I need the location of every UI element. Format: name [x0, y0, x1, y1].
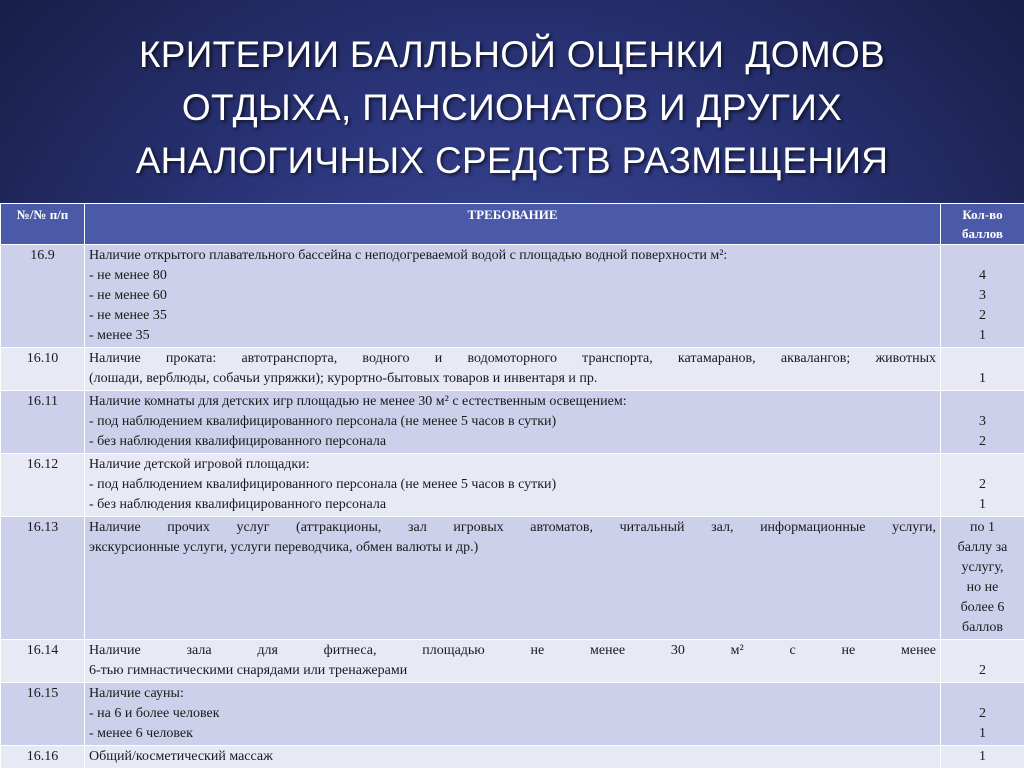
row-points	[941, 746, 1024, 769]
row-requirement	[85, 391, 941, 454]
row-requirement	[85, 640, 941, 683]
row-number: 16.16	[1, 746, 85, 769]
points-value: услугу,	[945, 558, 1020, 578]
table-row	[1, 640, 1024, 683]
requirement-line: Наличие проката: автотранспорта, водного и водомоторного транспорта, катамаранов, аквалангов; животных	[89, 349, 936, 369]
points-value: более 6	[945, 598, 1020, 618]
row-points	[941, 454, 1024, 517]
header-number: №/№ п/п	[1, 204, 85, 245]
points-value: 1	[945, 495, 1020, 515]
points-value: 1	[945, 724, 1020, 744]
points-value: баллов	[945, 618, 1020, 638]
row-requirement	[85, 245, 941, 348]
table-row	[1, 746, 1024, 769]
points-value: 3	[945, 412, 1020, 432]
requirement-line: - на 6 и более человек	[89, 704, 936, 724]
row-number: 16.10	[1, 348, 85, 391]
row-requirement	[85, 454, 941, 517]
row-points	[941, 391, 1024, 454]
requirement-line: - без наблюдения квалифицированного персонала	[89, 432, 936, 452]
requirement-line: - под наблюдением квалифицированного персонала (не менее 5 часов в сутки)	[89, 412, 936, 432]
table-row	[1, 245, 1024, 348]
requirement-line: - не менее 60	[89, 286, 936, 306]
table-row	[1, 517, 1024, 640]
requirement-line: Наличие детской игровой площадки:	[89, 455, 936, 475]
row-requirement	[85, 683, 941, 746]
points-value: 2	[945, 704, 1020, 724]
row-points	[941, 348, 1024, 391]
requirement-line: Наличие зала для фитнеса, площадью не менее 30 м² с не менее	[89, 641, 936, 661]
points-value: 3	[945, 286, 1020, 306]
title-line-1: КРИТЕРИИ БАЛЛЬНОЙ ОЦЕНКИ ДОМОВ	[0, 28, 1024, 81]
title-line-2: ОТДЫХА, ПАНСИОНАТОВ И ДРУГИХ	[0, 81, 1024, 134]
points-value: баллу за	[945, 538, 1020, 558]
row-number: 16.15	[1, 683, 85, 746]
row-points	[941, 640, 1024, 683]
points-value: 1	[945, 326, 1020, 346]
requirement-line: Общий/косметический массаж	[89, 747, 936, 767]
table-row	[1, 348, 1024, 391]
requirement-line: - без наблюдения квалифицированного персонала	[89, 495, 936, 515]
points-value: 1	[945, 747, 1020, 767]
table-header-row	[1, 204, 1024, 245]
requirement-line: - под наблюдением квалифицированного персонала (не менее 5 часов в сутки)	[89, 475, 936, 495]
requirement-line: Наличие открытого плавательного бассейна с неподогреваемой водой с площадью водной поверхности м²:	[89, 246, 936, 266]
header-points: Кол-во баллов	[941, 204, 1024, 245]
row-points	[941, 245, 1024, 348]
row-requirement	[85, 348, 941, 391]
criteria-table	[0, 203, 1024, 769]
row-number: 16.14	[1, 640, 85, 683]
requirement-line: Наличие прочих услуг (аттракционы, зал игровых автоматов, читальный зал, информационные услуги,	[89, 518, 936, 538]
table-row	[1, 454, 1024, 517]
requirement-line: - менее 6 человек	[89, 724, 936, 744]
points-value: 2	[945, 661, 1020, 681]
requirement-line: - не менее 80	[89, 266, 936, 286]
table-row	[1, 683, 1024, 746]
row-number: 16.11	[1, 391, 85, 454]
header-requirement: ТРЕБОВАНИЕ	[85, 204, 941, 245]
points-value: но не	[945, 578, 1020, 598]
row-requirement	[85, 746, 941, 769]
points-value: по 1	[945, 518, 1020, 538]
requirement-line: Наличие сауны:	[89, 684, 936, 704]
requirement-line: экскурсионные услуги, услуги переводчика, обмен валюты и др.)	[89, 538, 936, 558]
points-value: 2	[945, 306, 1020, 326]
points-value: 4	[945, 266, 1020, 286]
row-number: 16.13	[1, 517, 85, 640]
requirement-line: 6-тью гимнастическими снарядами или тренажерами	[89, 661, 936, 681]
row-requirement	[85, 517, 941, 640]
row-points	[941, 517, 1024, 640]
row-number: 16.12	[1, 454, 85, 517]
points-value: 2	[945, 475, 1020, 495]
row-points	[941, 683, 1024, 746]
row-number: 16.9	[1, 245, 85, 348]
points-value: 1	[945, 369, 1020, 389]
requirement-line: Наличие комнаты для детских игр площадью не менее 30 м² с естественным освещением:	[89, 392, 936, 412]
slide-title	[0, 28, 1024, 187]
requirement-line: - не менее 35	[89, 306, 936, 326]
title-line-3: АНАЛОГИЧНЫХ СРЕДСТВ РАЗМЕЩЕНИЯ	[0, 134, 1024, 187]
requirement-line: (лошади, верблюды, собачьи упряжки); курортно-бытовых товаров и инвентаря и пр.	[89, 369, 936, 389]
points-value: 2	[945, 432, 1020, 452]
table-row	[1, 391, 1024, 454]
requirement-line: - менее 35	[89, 326, 936, 346]
